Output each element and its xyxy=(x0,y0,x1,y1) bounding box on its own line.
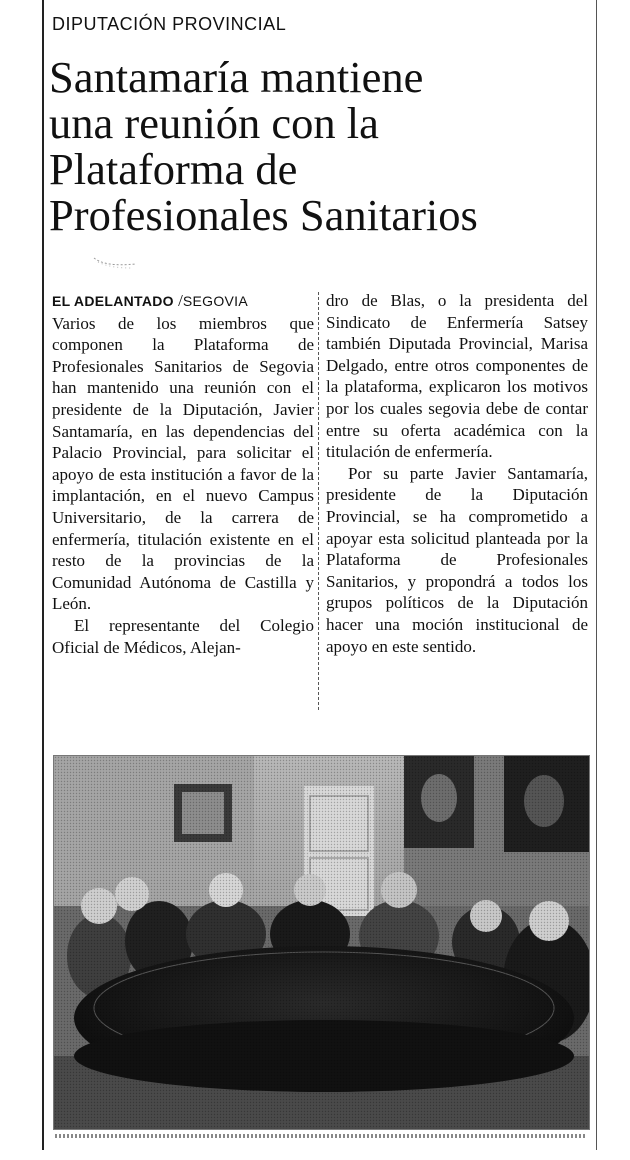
column-divider xyxy=(318,292,319,710)
meeting-photo xyxy=(53,755,590,1130)
byline-source: EL ADELANTADO xyxy=(52,293,174,309)
meeting-photo-illustration xyxy=(54,756,589,1129)
section-label: DIPUTACIÓN PROVINCIAL xyxy=(52,14,287,34)
bottom-rule xyxy=(55,1134,585,1138)
byline-location: SEGOVIA xyxy=(182,293,248,309)
print-speck xyxy=(92,252,138,270)
headline-line-3: Plataforma de xyxy=(49,144,298,194)
paragraph-2-continued: dro de Blas, o la presidenta del Sindicato de Enfermería Satsey también Diputada Provincial, Marisa Delgado, entre otros componentes de la plataforma, explicaron los motivos por los cuales segovia debe de contar entre su oferta académica con la titulación de enfermería. xyxy=(326,291,588,462)
column-rule-right xyxy=(596,0,597,1150)
paragraph-3: Por su parte Javier Santamaría, presidente de la Diputación Provincial, se ha comprometido a apoyar esta solicitud planteada por la Plataforma de Profesionales Sanitarios, y propondrá a todos los grupos políticos de la Diputación hacer una moción institucional de apoyo en este sentido. xyxy=(326,463,588,656)
byline-separator: / xyxy=(178,291,183,310)
headline-line-1: Santamaría mantiene xyxy=(49,52,424,102)
column-rule-left xyxy=(42,0,44,1150)
paragraph-2-start: El representante del Colegio Oficial de Médicos, Alejan- xyxy=(52,615,314,657)
article-column-left xyxy=(52,290,314,658)
byline xyxy=(52,290,314,313)
article-column-right xyxy=(326,290,588,657)
headline-line-4: Profesionales Sanitarios xyxy=(49,190,478,240)
article-headline xyxy=(49,54,589,238)
paragraph-1: Varios de los miembros que componen la Plataforma de Profesionales Sanitarios de Segovia han mantenido una reunión con el presidente de la Diputación, Javier Santamaría, en las dependencias del Palacio Provincial, para solicitar el apoyo de esta institución a favor de la implantación, en el nuevo Campus Universitario, de la carrera de enfermería, titulación existente en el resto de la provincias de la Comunidad Autónoma de Castilla y León. xyxy=(52,313,314,614)
headline-line-2: una reunión con la xyxy=(49,98,379,148)
